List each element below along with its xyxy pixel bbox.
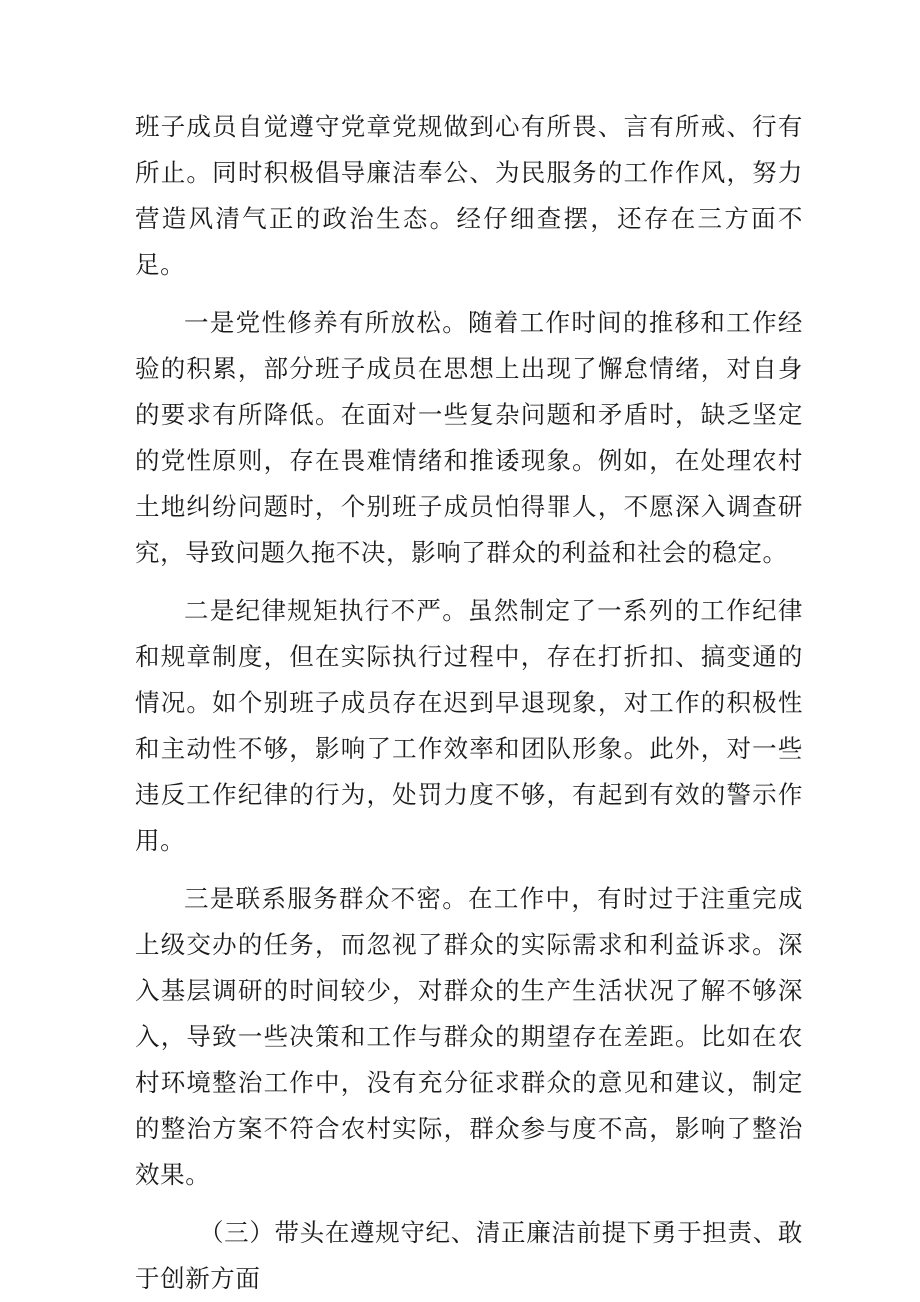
paragraph-point-one: 一是党性修养有所放松。随着工作时间的推移和工作经验的积累，部分班子成员在思想上出现了懈怠情绪，对自身的要求有所降低。在面对一些复杂问题和矛盾时，缺乏坚定的党性原则，存在畏难情绪和推诿现象。例如，在处理农村土地纠纷问题时，个别班子成员怕得罪人，不愿深入调查研究，导致问题久拖不决，影响了群众的利益和社会的稳定。 [135, 308, 803, 567]
document-page [135, 104, 803, 1302]
paragraph-point-two: 二是纪律规矩执行不严。虽然制定了一系列的工作纪律和规章制度，但在实际执行过程中，存在打折扣、搞变通的情况。如个别班子成员存在迟到早退现象，对工作的积极性和主动性不够，影响了工作效率和团队形象。此外，对一些违反工作纪律的行为，处罚力度不够，有起到有效的警示作用。 [135, 596, 803, 855]
paragraph-intro: 班子成员自觉遵守党章党规做到心有所畏、言有所戒、行有所止。同时积极倡导廉洁奉公、为民服务的工作作风，努力营造风清气正的政治生态。经仔细查摆，还存在三方面不足。 [135, 112, 803, 279]
section-heading: （三）带头在遵规守纪、清正廉洁前提下勇于担责、敢于创新方面 [135, 1218, 803, 1293]
paragraph-point-three: 三是联系服务群众不密。在工作中，有时过于注重完成上级交办的任务，而忽视了群众的实际需求和利益诉求。深入基层调研的时间较少，对群众的生产生活状况了解不够深入，导致一些决策和工作与群众的期望存在差距。比如在农村环境整治工作中，没有充分征求群众的意见和建议，制定的整治方案不符合农村实际，群众参与度不高，影响了整治效果。 [135, 884, 803, 1189]
